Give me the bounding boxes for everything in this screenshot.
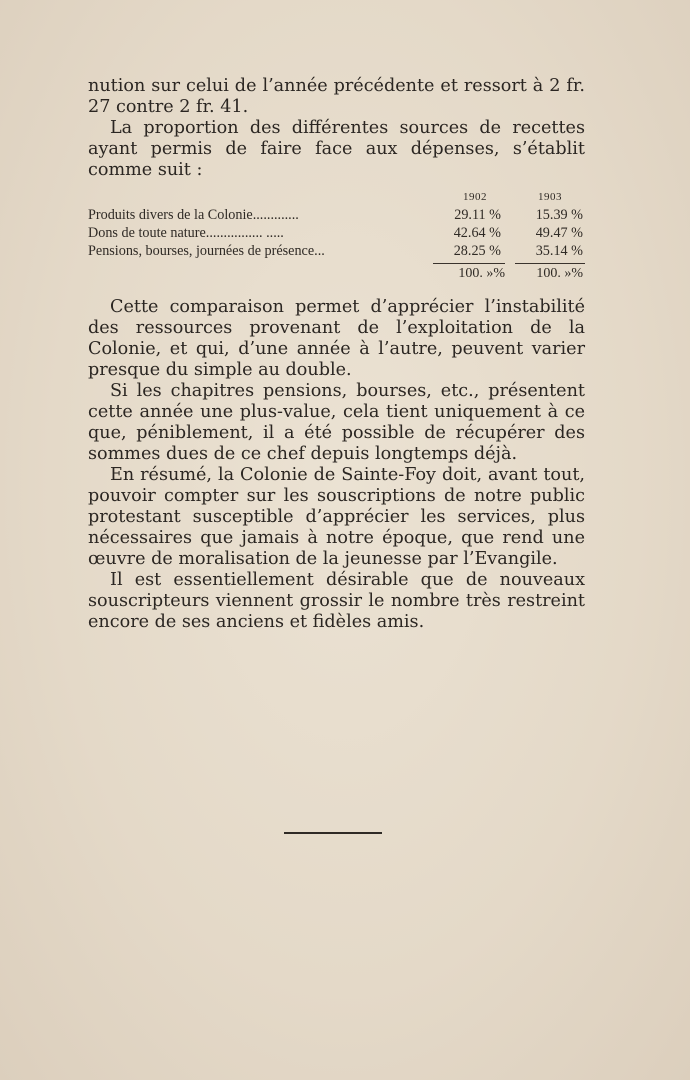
total-1903: 100. »% (515, 263, 585, 283)
paragraph-souscripteurs: Il est essentiellement désirable que de nouveaux souscripteurs viennent grossir le nombre très restreint encore de ses anciens et fidèles amis. (88, 570, 585, 632)
header-1902: 1902 (463, 191, 487, 203)
recettes-table (88, 191, 585, 283)
section-divider (284, 832, 382, 834)
table-row (88, 225, 585, 243)
paragraph-chapitres: Si les chapitres pensions, bourses, etc., présentent cette année une plus-value, cela tient uniquement à ce que, péniblement, il a été possible de récupérer des sommes dues de ce chef depuis longtemps déjà. (88, 381, 585, 464)
total-1902: 100. »% (433, 263, 505, 283)
value-1903: 35.14 % (535, 243, 583, 259)
paragraph-continuation: nution sur celui de l’année précédente et ressort à 2 fr. 27 contre 2 fr. 41. (88, 76, 585, 117)
paragraph-comparaison: Cette comparaison permet d’apprécier l’instabilité des ressources provenant de l’exploitation de la Colonie, et qui, d’une année à l’autre, peuvent varier presque du simple au double. (88, 297, 585, 380)
row-label: Pensions, bourses, journées de présence... (88, 243, 325, 259)
header-1903: 1903 (538, 191, 562, 203)
value-1902: 42.64 % (453, 225, 501, 241)
value-1902: 29.11 % (454, 207, 501, 223)
value-1903: 15.39 % (535, 207, 583, 223)
value-1902: 28.25 % (453, 243, 501, 259)
table-header (88, 191, 585, 207)
table-row (88, 207, 585, 225)
value-1903: 49.47 % (535, 225, 583, 241)
row-label: Dons de toute nature................ ..... (88, 225, 284, 241)
page-body (88, 76, 585, 633)
table-row (88, 243, 585, 261)
paragraph-resume: En résumé, la Colonie de Sainte-Foy doit, avant tout, pouvoir compter sur les souscriptions de notre public protestant susceptible d’apprécier les services, plus nécessaires que jamais à notre époque, que rend une œuvre de moralisation de la jeunesse par l’Evangile. (88, 465, 585, 569)
row-label: Produits divers de la Colonie............. (88, 207, 299, 223)
paragraph-proportion: La proportion des différentes sources de recettes ayant permis de faire face aux dépenses, s’établit comme suit : (88, 118, 585, 180)
table-totals (88, 263, 585, 283)
